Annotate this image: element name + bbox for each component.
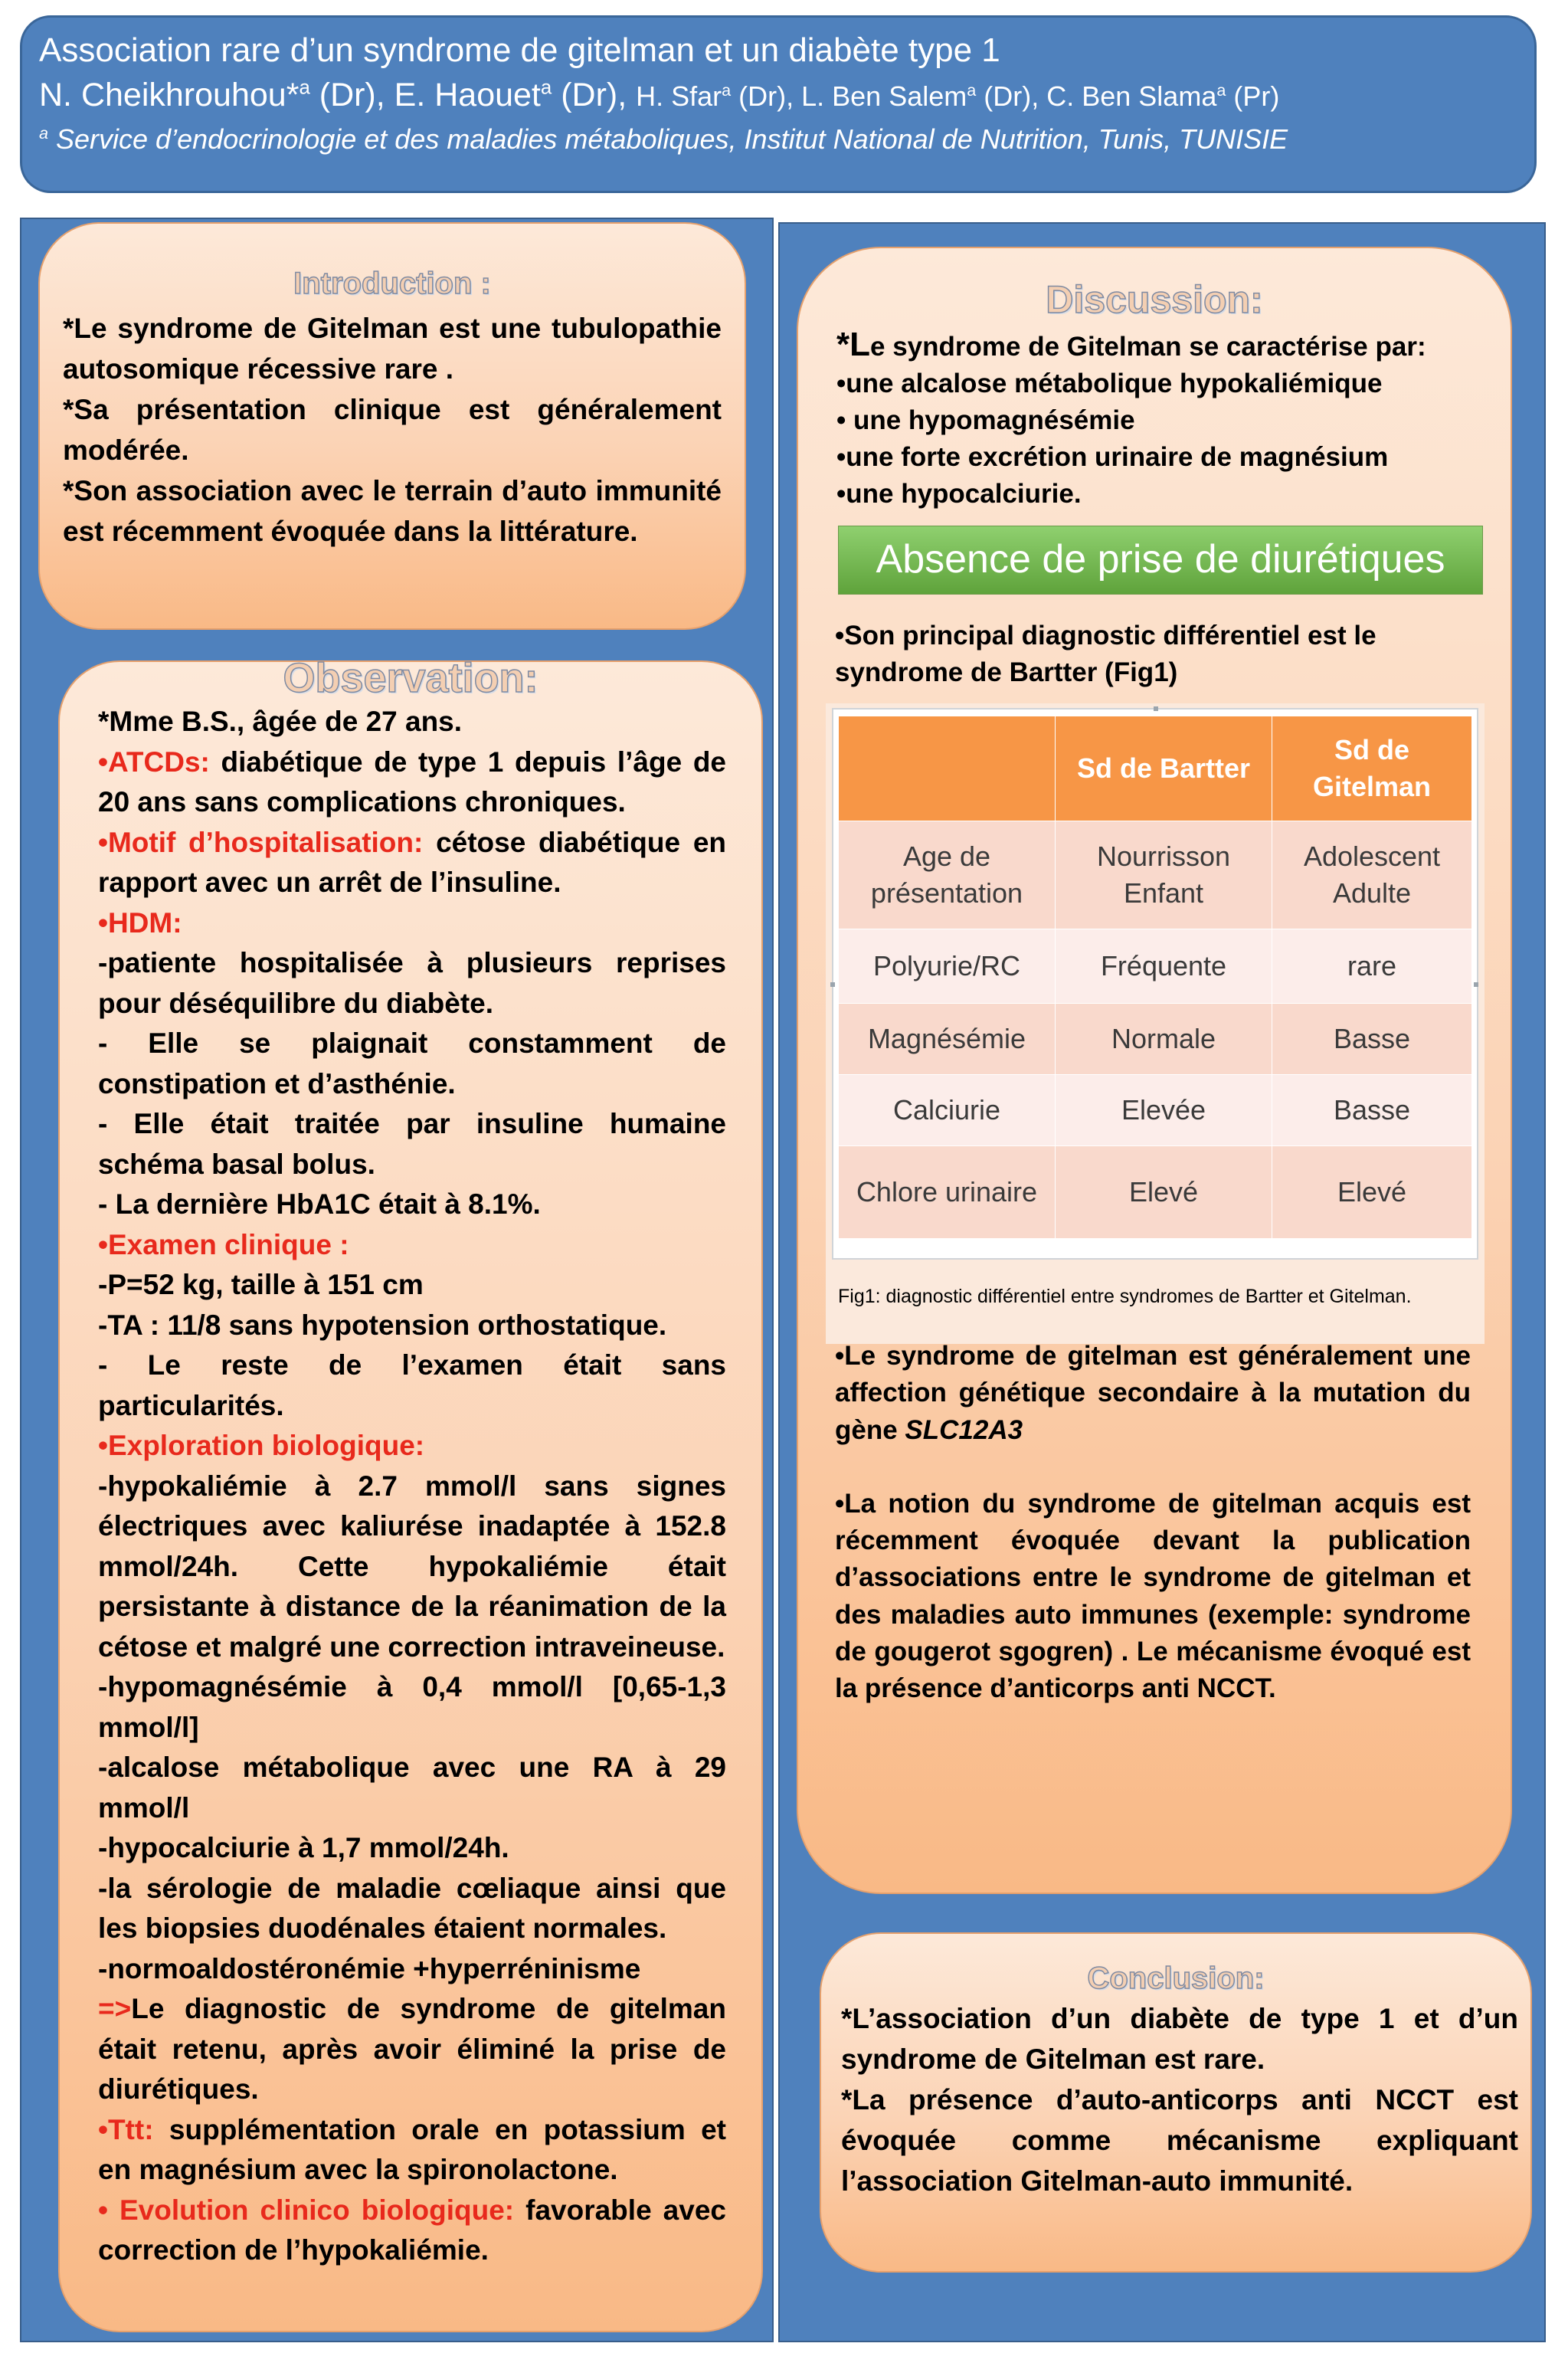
genetic-paragraph: •Le syndrome de gitelman est généralement une affection génétique secondaire à la mutation du gène SLC12A3	[835, 1341, 1471, 1445]
table-cell: Magnésémie	[839, 1004, 1056, 1075]
table-header-cell: Sd de Gitelman	[1272, 716, 1472, 821]
hdm-label: •HDM:	[98, 906, 182, 939]
table-cell: Elevée	[1056, 1075, 1272, 1146]
table-cell: Nourrisson Enfant	[1056, 821, 1272, 929]
bio-label: •Exploration biologique:	[98, 1430, 425, 1461]
hdm-line: -patiente hospitalisée à plusieurs reprises pour déséquilibre du diabète.	[98, 947, 726, 1019]
diagnosis-paragraph: =>Le diagnostic de syndrome de gitelman était retenu, après avoir éliminé la prise de diurétiques.	[98, 1993, 726, 2105]
resize-handle	[1154, 706, 1158, 711]
bio-line: -alcalose métabolique avec une RA à 29 mmol/l	[98, 1752, 726, 1824]
conclusion-text	[841, 1998, 1518, 2201]
table-row	[839, 1004, 1472, 1075]
motif-paragraph: •Motif d’hospitalisation: cétose diabétique en rapport avec un arrêt de l’insuline.	[98, 826, 726, 898]
evolution-label: • Evolution clinico biologique:	[98, 2194, 515, 2226]
table-row	[839, 1146, 1472, 1239]
discussion-heading: Discussion:	[1046, 278, 1263, 321]
table-cell: Normale	[1056, 1004, 1272, 1075]
introduction-line: *Son association avec le terrain d’auto immunité est récemment évoquée dans la littérature.	[63, 475, 722, 547]
observation-box	[58, 655, 763, 2332]
hdm-line: - Elle était traitée par insuline humaine schéma basal bolus.	[98, 1108, 726, 1180]
discussion-characteristics	[836, 326, 1480, 513]
diuretics-banner: Absence de prise de diurétiques	[838, 526, 1483, 595]
hdm-line: - Elle se plaignait constamment de constipation et d’asthénie.	[98, 1027, 726, 1099]
observation-text	[98, 702, 726, 2271]
discussion-bullet: •une hypocalciurie.	[836, 479, 1082, 509]
conclusion-box	[820, 1932, 1532, 2273]
table-row	[839, 929, 1472, 1004]
bio-line: -hypomagnésémie à 0,4 mmol/l [0,65-1,3 mmol/l]	[98, 1671, 726, 1743]
table-cell: Chlore urinaire	[839, 1146, 1056, 1239]
gene-name: SLC12A3	[905, 1414, 1023, 1445]
poster-title: Association rare d’un syndrome de gitelman et un diabète type 1	[39, 31, 1000, 69]
conclusion-line: *La présence d’auto-anticorps anti NCCT est évoquée comme mécanisme expliquant l’association Gitelman-auto immunité.	[841, 2084, 1518, 2197]
table-cell: Polyurie/RC	[839, 929, 1056, 1004]
bio-line: -normoaldostéronémie +hyperréninisme	[98, 1952, 641, 1984]
conclusion-heading: Conclusion:	[1087, 1961, 1265, 1995]
table-cell: Basse	[1272, 1004, 1472, 1075]
poster-affiliation: $^a$ Service d’endocrinologie et des maladies métaboliques, Institut National de Nutrition, Tunis, TUNISIE	[39, 123, 1288, 155]
introduction-line: *Le syndrome de Gitelman est une tubulopathie autosomique récessive rare .	[63, 313, 722, 385]
ttt-label: •Ttt:	[98, 2113, 154, 2145]
evolution-paragraph: • Evolution clinico biologique: favorable avec correction de l’hypokaliémie.	[98, 2194, 726, 2266]
table-header-cell	[839, 716, 1056, 821]
exam-line: - Le reste de l’examen était sans particularités.	[98, 1349, 726, 1421]
discussion-bullet: •une alcalose métabolique hypokaliémique	[836, 369, 1383, 398]
bio-line: -hypocalciurie à 1,7 mmol/24h.	[98, 1832, 509, 1863]
table-cell: Age de présentation	[839, 821, 1056, 929]
exam-label: •Examen clinique :	[98, 1228, 349, 1260]
table-cell: Basse	[1272, 1075, 1472, 1146]
acquired-paragraph: •La notion du syndrome de gitelman acquis est récemment évoquée devant la publication d’associations entre le syndrome de gitelman et des maladies auto immunes (exemple: syndrome de gougerot sgogren) . Le mécanisme évoqué est la présence d’anticorps anti NCCT.	[835, 1488, 1471, 1704]
poster-authors: N. Cheikhrouhou*$^a$ (Dr), E. Haouet$^a$ (Dr), H. Sfar$^a$ (Dr), L. Ben Salem$^a$ (Dr), C. Ben Slama$^a$ (Pr)	[39, 77, 1280, 113]
figure-caption: Fig1: diagnostic différentiel entre syndromes de Bartter et Gitelman.	[838, 1286, 1412, 1307]
conclusion-line: *L’association d’un diabète de type 1 et d’un syndrome de Gitelman est rare.	[841, 2003, 1518, 2075]
motif-label: •Motif d’hospitalisation:	[98, 826, 424, 858]
observation-heading: Observation:	[283, 655, 538, 701]
introduction-line: *Sa présentation clinique est généralement modérée.	[63, 394, 722, 466]
discussion-intro: *Le syndrome de Gitelman se caractérise par:	[836, 326, 1426, 363]
diagnosis-arrow: =>	[98, 1993, 132, 2024]
atcd-paragraph: •ATCDs: diabétique de type 1 depuis l’âge de 20 ans sans complications chroniques.	[98, 746, 726, 818]
table-cell: Elevé	[1272, 1146, 1472, 1239]
exam-line: -TA : 11/8 sans hypotension orthostatique.	[98, 1309, 667, 1341]
introduction-text	[63, 308, 722, 552]
table-cell: Calciurie	[839, 1075, 1056, 1146]
poster-header	[20, 15, 1537, 193]
resize-handle	[1474, 982, 1478, 987]
differential-table-frame	[832, 708, 1478, 1260]
bio-line: -hypokaliémie à 2.7 mmol/l sans signes électriques avec kaliurése inadaptée à 152.8 mmol/24h. Cette hypokaliémie était persistante à distance de la réanimation de la cétose et malgré une correction intraveineuse.	[98, 1470, 726, 1663]
patient-line: *Mme B.S., âgée de 27 ans.	[98, 706, 463, 737]
resize-handle	[830, 982, 835, 987]
atcd-label: •ATCDs:	[98, 746, 210, 778]
differential-table	[838, 716, 1472, 1239]
hdm-line: - La dernière HbA1C était à 8.1%.	[98, 1188, 541, 1220]
table-header-cell: Sd de Bartter	[1056, 716, 1272, 821]
table-cell: Elevé	[1056, 1146, 1272, 1239]
discussion-bullet: • une hypomagnésémie	[836, 405, 1135, 435]
differential-text: •Son principal diagnostic différentiel est le syndrome de Bartter (Fig1)	[835, 621, 1377, 687]
table-cell: rare	[1272, 929, 1472, 1004]
table-cell: Fréquente	[1056, 929, 1272, 1004]
bio-line: -la sérologie de maladie cœliaque ainsi que les biopsies duodénales étaient normales.	[98, 1872, 726, 1944]
introduction-heading: Introduction :	[293, 267, 491, 300]
discussion-bullet: •une forte excrétion urinaire de magnésium	[836, 442, 1389, 472]
table-row	[839, 821, 1472, 929]
exam-line: -P=52 kg, taille à 151 cm	[98, 1269, 424, 1300]
introduction-box	[38, 222, 746, 630]
discussion-genetics	[835, 1338, 1471, 1745]
table-cell: Adolescent Adulte	[1272, 821, 1472, 929]
table-row	[839, 1075, 1472, 1146]
ttt-paragraph: •Ttt: supplémentation orale en potassium et en magnésium avec la spironolactone.	[98, 2113, 726, 2185]
